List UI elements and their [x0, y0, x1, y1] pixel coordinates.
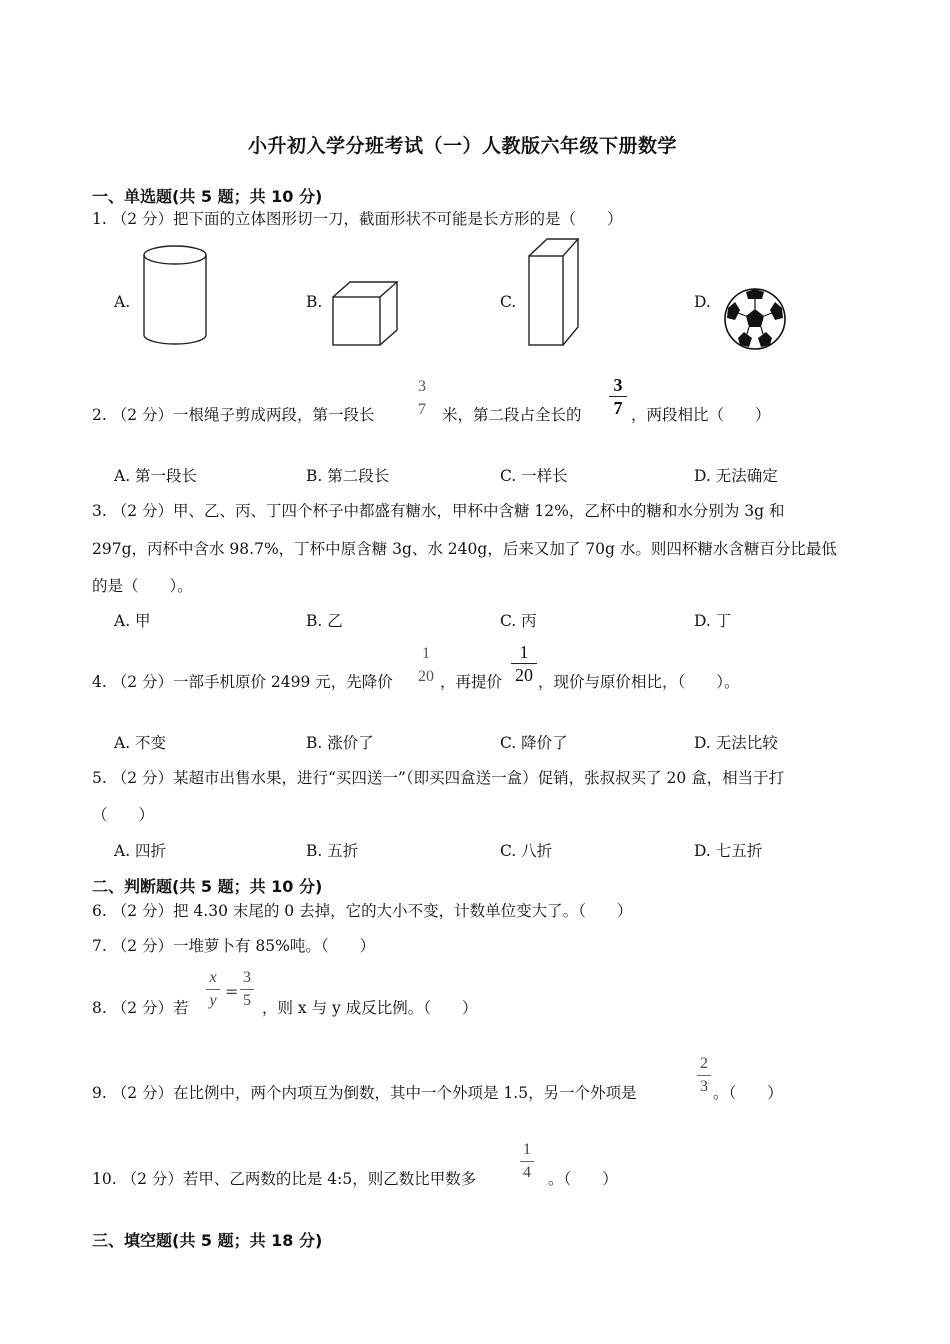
fraction-denominator: 3	[700, 1078, 708, 1095]
q1-option-b[interactable]: B.	[306, 293, 323, 311]
q4-option-a[interactable]: A. 不变	[114, 734, 167, 752]
question-9-text-end: 。（ ）	[713, 1084, 783, 1102]
q2-option-b[interactable]: B. 第二段长	[306, 467, 390, 485]
question-2-text-end: ，两段相比（ ）	[631, 406, 771, 424]
fraction-numerator: 1	[519, 642, 529, 662]
section-heading-true-false: 二、判断题(共 5 题；共 10 分)	[92, 877, 323, 896]
fraction-numerator: 1	[523, 1141, 531, 1158]
q3-option-d[interactable]: D. 丁	[694, 612, 732, 630]
question-5-line-2: （ ）	[92, 806, 155, 824]
q1-option-a[interactable]: A.	[114, 293, 131, 311]
question-3-line-3: 的是（ ）。	[92, 577, 193, 595]
section-heading-single-choice: 一、单选题(共 5 题；共 10 分)	[92, 187, 323, 206]
q10-fraction	[520, 1141, 534, 1182]
question-3-line-2: 297g，丙杯中含水 98.7%，丁杯中原含糖 3g、水 240g，后来又加了 70g 水。则四杯糖水含糖百分比最低	[92, 540, 837, 558]
q4-option-b[interactable]: B. 涨价了	[306, 734, 374, 752]
fraction-denominator: 4	[523, 1164, 531, 1181]
q4-fraction-1	[412, 645, 440, 686]
question-4-text-end: ，现价与原价相比，（ ）。	[538, 673, 740, 691]
cube-figure	[330, 279, 404, 349]
q8-fraction-3-over-5	[240, 969, 254, 1010]
fraction-numerator: x	[209, 969, 217, 986]
question-7-text: 7. （2 分）一堆萝卜有 85%吨。（ ）	[92, 937, 376, 955]
q2-option-c[interactable]: C. 一样长	[500, 467, 568, 485]
q4-option-d[interactable]: D. 无法比较	[694, 734, 778, 752]
fraction-denominator: 20	[515, 665, 533, 685]
q1-option-d[interactable]: D.	[694, 293, 711, 311]
fraction-numerator: 3	[613, 375, 623, 395]
fraction-denominator: y	[209, 992, 217, 1009]
fraction-denominator: 5	[243, 992, 251, 1009]
section-heading-fill-blank: 三、填空题(共 5 题；共 18 分)	[92, 1231, 323, 1250]
question-10-text-end: 。（ ）	[548, 1170, 618, 1188]
question-8-text-end: ，则 x 与 y 成反比例。（ ）	[262, 999, 478, 1017]
q3-option-c[interactable]: C. 丙	[500, 612, 537, 630]
q3-option-b[interactable]: B. 乙	[306, 612, 343, 630]
q1-option-c[interactable]: C.	[500, 293, 517, 311]
q4-option-c[interactable]: C. 降价了	[500, 734, 568, 752]
question-10-text-start: 10. （2 分）若甲、乙两数的比是 4:5，则乙数比甲数多	[92, 1170, 477, 1188]
fraction-numerator: 3	[418, 378, 426, 395]
question-2-text-middle: 米，第二段占全长的	[442, 406, 582, 424]
question-3-line-1: 3. （2 分）甲、乙、丙、丁四个杯子中都盛有糖水，甲杯中含糖 12%，乙杯中的糖和水分别为 3g 和	[92, 502, 785, 520]
fraction-denominator: 20	[418, 668, 434, 685]
q8-fraction-x-over-y	[206, 969, 220, 1010]
page-title: 小升初入学分班考试（一）人教版六年级下册数学	[248, 135, 678, 157]
q2-option-d[interactable]: D. 无法确定	[694, 467, 778, 485]
soccer-ball-figure	[722, 286, 788, 352]
q8-equals-sign: =	[225, 982, 239, 1001]
fraction-numerator: 3	[243, 969, 251, 986]
question-4-text-start: 4. （2 分）一部手机原价 2499 元，先降价	[92, 673, 393, 691]
q4-fraction-2	[511, 643, 537, 684]
q5-option-b[interactable]: B. 五折	[306, 842, 359, 860]
cylinder-figure	[138, 242, 212, 350]
question-8-text-start: 8. （2 分）若	[92, 999, 189, 1017]
question-1-text: 1. （2 分）把下面的立体图形切一刀，截面形状不可能是长方形的是（ ）	[92, 210, 623, 228]
fraction-numerator: 2	[700, 1055, 708, 1072]
question-9-text-start: 9. （2 分）在比例中，两个内项互为倒数，其中一个外项是 1.5，另一个外项是	[92, 1084, 637, 1102]
q3-option-a[interactable]: A. 甲	[114, 612, 151, 630]
q5-option-a[interactable]: A. 四折	[114, 842, 167, 860]
question-6-text: 6. （2 分）把 4.30 末尾的 0 去掉，它的大小不变，计数单位变大了。（ ）	[92, 902, 633, 920]
q2-option-a[interactable]: A. 第一段长	[114, 467, 198, 485]
q2-fraction-1	[414, 378, 430, 419]
q2-fraction-2	[609, 376, 627, 417]
question-2-text-start: 2. （2 分）一根绳子剪成两段，第一段长	[92, 406, 375, 424]
question-5-line-1: 5. （2 分）某超市出售水果，进行“买四送一”（即买四盒送一盒）促销，张叔叔买了 20 盒，相当于打	[92, 769, 785, 787]
q9-fraction	[697, 1055, 711, 1096]
fraction-denominator: 7	[418, 401, 426, 418]
rectangular-prism-figure	[526, 236, 582, 350]
q5-option-c[interactable]: C. 八折	[500, 842, 553, 860]
fraction-numerator: 1	[422, 645, 430, 662]
q5-option-d[interactable]: D. 七五折	[694, 842, 763, 860]
question-4-text-middle: ，再提价	[440, 673, 503, 691]
fraction-denominator: 7	[613, 398, 623, 418]
